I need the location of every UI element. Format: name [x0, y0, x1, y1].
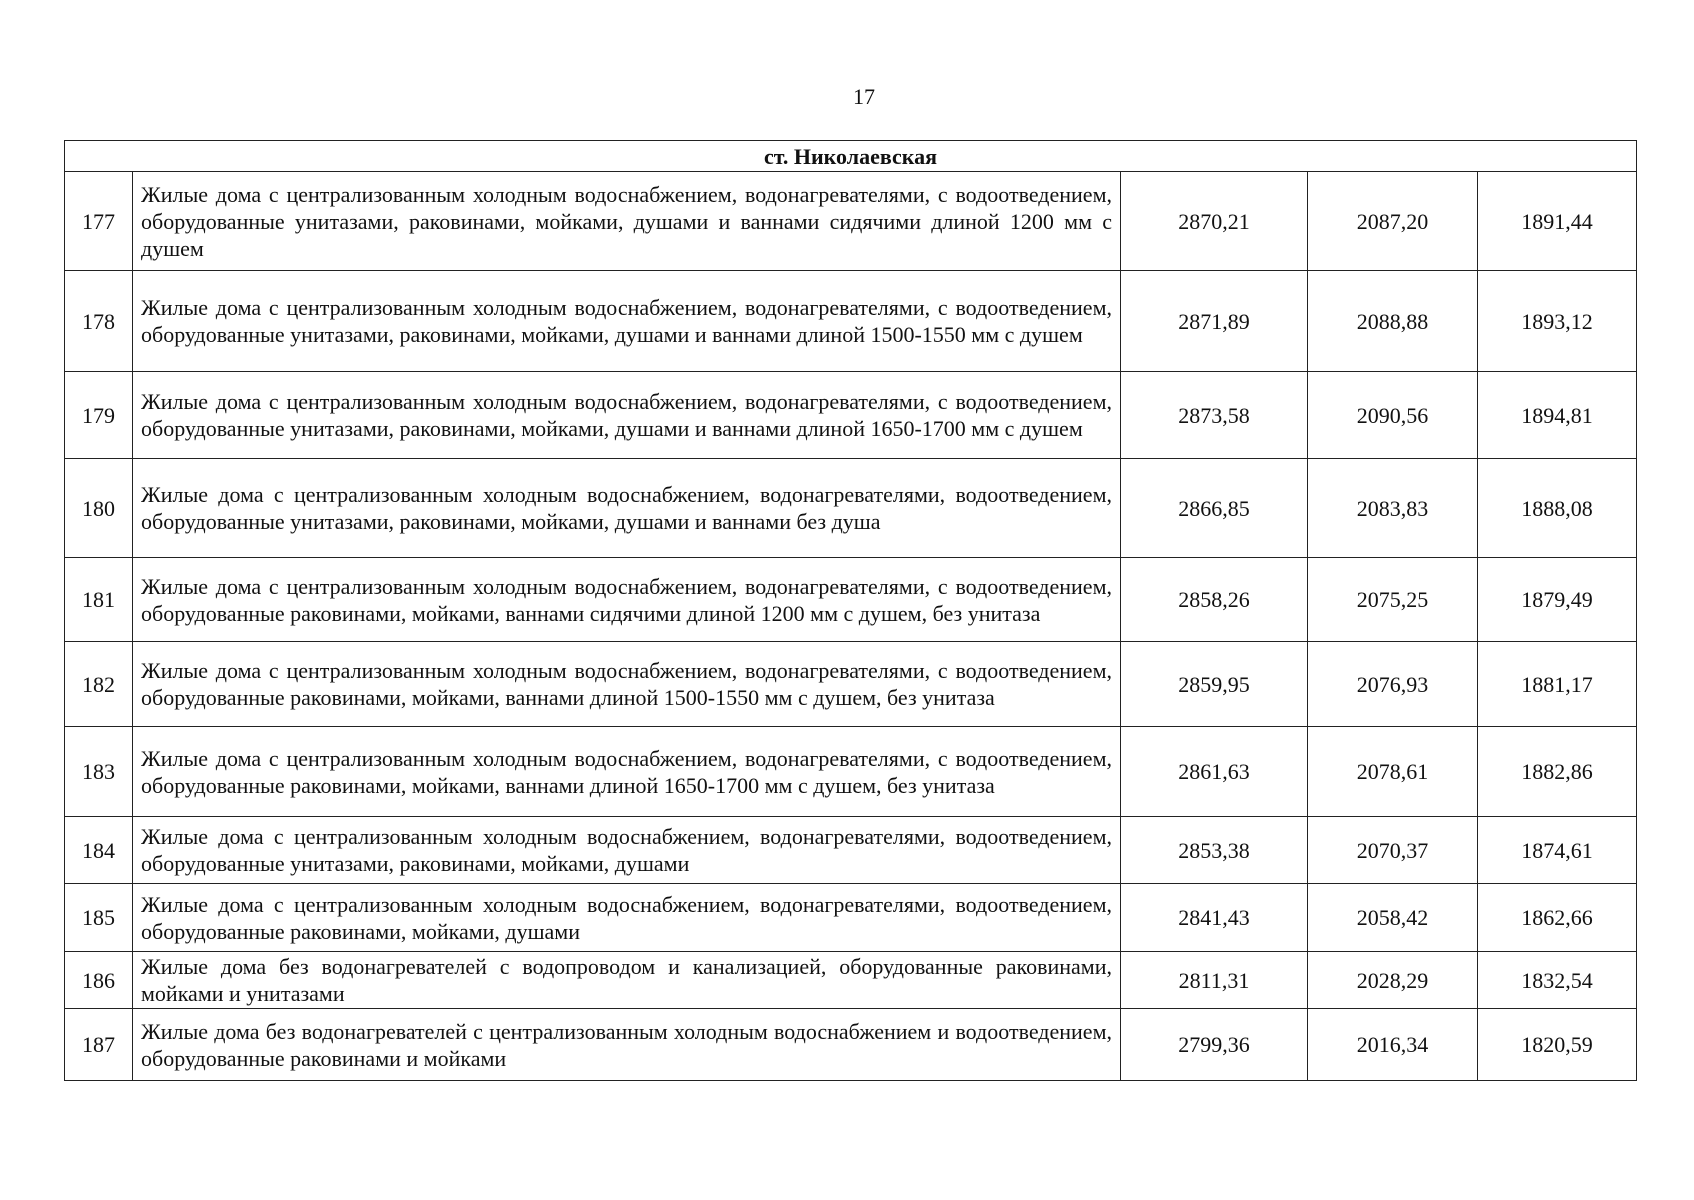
table-row [65, 727, 1637, 817]
tariff-value-1: 2871,89 [1121, 271, 1308, 372]
tariff-value-3: 1893,12 [1478, 271, 1637, 372]
table-row [65, 884, 1637, 952]
tariff-value-2: 2070,37 [1308, 817, 1478, 884]
row-description: Жилые дома с централизованным холодным водоснабжением, водонагревателями, с водоотведением, оборудованные унитазами, раковинами, мойками, душами и ваннами длиной 1500-1550 мм с душем [133, 271, 1121, 372]
table-row [65, 172, 1637, 271]
tariff-value-2: 2075,25 [1308, 558, 1478, 642]
tariff-value-1: 2870,21 [1121, 172, 1308, 271]
tariff-value-1: 2853,38 [1121, 817, 1308, 884]
row-description: Жилые дома с централизованным холодным водоснабжением, водонагревателями, с водоотведением, оборудованные раковинами, мойками, ваннами сидячими длиной 1200 мм с душем, без унитаза [133, 558, 1121, 642]
tariff-value-1: 2858,26 [1121, 558, 1308, 642]
tariff-value-1: 2811,31 [1121, 952, 1308, 1009]
tariff-value-2: 2076,93 [1308, 642, 1478, 727]
row-description: Жилые дома с централизованным холодным водоснабжением, водонагревателями, с водоотведением, оборудованные унитазами, раковинами, мойками, душами и ваннами сидячими длиной 1200 мм с душем [133, 172, 1121, 271]
row-description: Жилые дома с централизованным холодным водоснабжением, водонагревателями, с водоотведением, оборудованные унитазами, раковинами, мойками, душами и ваннами длиной 1650-1700 мм с душем [133, 372, 1121, 459]
tariff-value-3: 1832,54 [1478, 952, 1637, 1009]
tariff-table [64, 140, 1637, 1081]
table-row [65, 642, 1637, 727]
tariff-value-2: 2028,29 [1308, 952, 1478, 1009]
table-row [65, 558, 1637, 642]
table-row [65, 372, 1637, 459]
tariff-value-3: 1891,44 [1478, 172, 1637, 271]
row-number: 187 [65, 1009, 133, 1081]
row-number: 180 [65, 459, 133, 558]
tariff-value-2: 2058,42 [1308, 884, 1478, 952]
page-number: 17 [853, 84, 875, 109]
row-description: Жилые дома с централизованным холодным водоснабжением, водонагревателями, водоотведением, оборудованные унитазами, раковинами, мойками, душами [133, 817, 1121, 884]
table-row [65, 459, 1637, 558]
row-number: 179 [65, 372, 133, 459]
row-description: Жилые дома с централизованным холодным водоснабжением, водонагревателями, с водоотведением, оборудованные раковинами, мойками, ваннами длиной 1650-1700 мм с душем, без унитаза [133, 727, 1121, 817]
row-number: 178 [65, 271, 133, 372]
tariff-value-2: 2078,61 [1308, 727, 1478, 817]
row-number: 183 [65, 727, 133, 817]
tariff-value-2: 2088,88 [1308, 271, 1478, 372]
tariff-value-3: 1881,17 [1478, 642, 1637, 727]
tariff-value-3: 1888,08 [1478, 459, 1637, 558]
table-row [65, 1009, 1637, 1081]
row-number: 181 [65, 558, 133, 642]
row-number: 177 [65, 172, 133, 271]
tariff-value-2: 2087,20 [1308, 172, 1478, 271]
tariff-value-3: 1894,81 [1478, 372, 1637, 459]
tariff-value-3: 1874,61 [1478, 817, 1637, 884]
tariff-value-2: 2083,83 [1308, 459, 1478, 558]
tariff-value-3: 1862,66 [1478, 884, 1637, 952]
tariff-value-3: 1879,49 [1478, 558, 1637, 642]
row-number: 182 [65, 642, 133, 727]
row-description: Жилые дома без водонагревателей с водопроводом и канализацией, оборудованные раковинами, мойками и унитазами [133, 952, 1121, 1009]
tariff-value-1: 2841,43 [1121, 884, 1308, 952]
station-name: ст. Николаевская [65, 141, 1637, 172]
tariff-value-2: 2016,34 [1308, 1009, 1478, 1081]
table-row [65, 952, 1637, 1009]
tariff-value-3: 1820,59 [1478, 1009, 1637, 1081]
tariff-value-3: 1882,86 [1478, 727, 1637, 817]
row-number: 184 [65, 817, 133, 884]
tariff-value-1: 2861,63 [1121, 727, 1308, 817]
tariff-value-1: 2859,95 [1121, 642, 1308, 727]
row-description: Жилые дома без водонагревателей с централизованным холодным водоснабжением и водоотведением, оборудованные раковинами и мойками [133, 1009, 1121, 1081]
station-header-row [65, 141, 1637, 172]
row-number: 186 [65, 952, 133, 1009]
tariff-value-1: 2799,36 [1121, 1009, 1308, 1081]
table-row [65, 271, 1637, 372]
row-description: Жилые дома с централизованным холодным водоснабжением, водонагревателями, с водоотведением, оборудованные раковинами, мойками, ваннами длиной 1500-1550 мм с душем, без унитаза [133, 642, 1121, 727]
tariff-value-1: 2866,85 [1121, 459, 1308, 558]
tariff-value-1: 2873,58 [1121, 372, 1308, 459]
tariff-value-2: 2090,56 [1308, 372, 1478, 459]
row-number: 185 [65, 884, 133, 952]
table-row [65, 817, 1637, 884]
row-description: Жилые дома с централизованным холодным водоснабжением, водонагревателями, водоотведением, оборудованные унитазами, раковинами, мойками, душами и ваннами без душа [133, 459, 1121, 558]
row-description: Жилые дома с централизованным холодным водоснабжением, водонагревателями, водоотведением, оборудованные раковинами, мойками, душами [133, 884, 1121, 952]
